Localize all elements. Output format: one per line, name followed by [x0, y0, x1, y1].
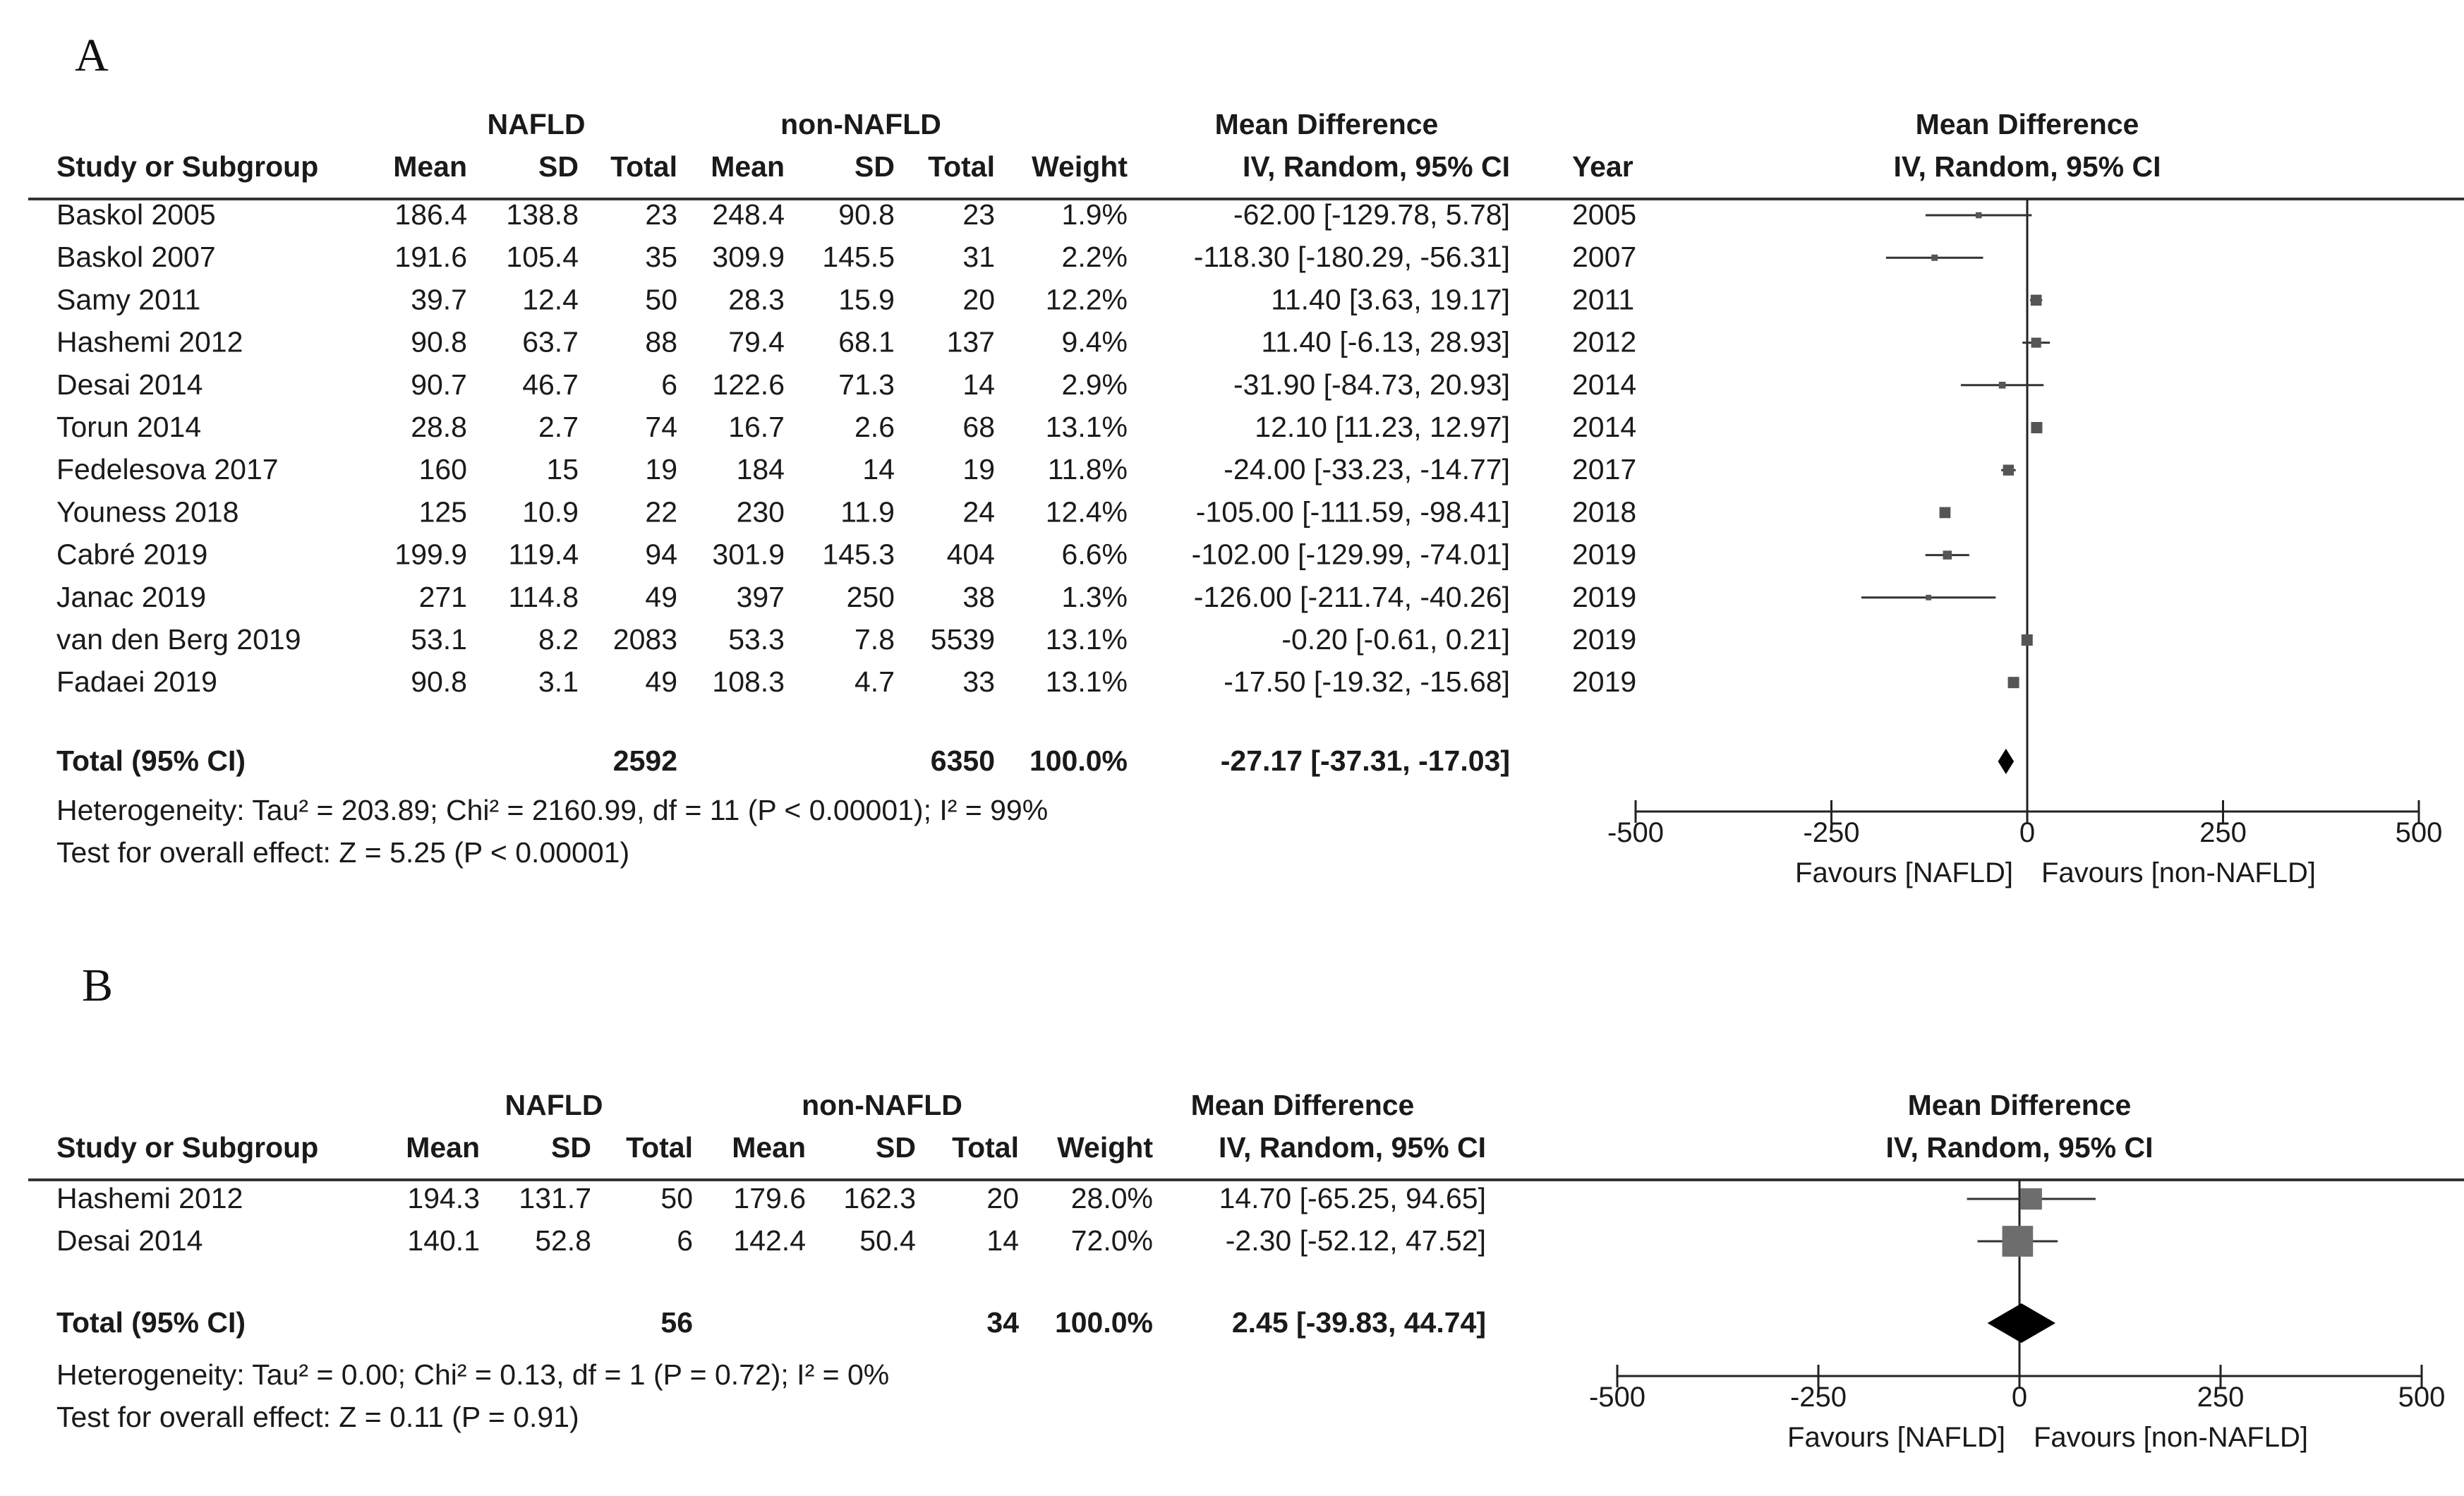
x-tick-label: 500 [2398, 1382, 2446, 1413]
study-name: Fadaei 2019 [56, 665, 217, 699]
mean1-cell: 199.9 [394, 538, 467, 571]
sd1-cell: 131.7 [519, 1182, 591, 1214]
mean2-cell: 397 [736, 580, 785, 613]
sd2-cell: 68.1 [838, 325, 895, 358]
year-cell: 2019 [1572, 538, 1637, 571]
total2-cell: 20 [986, 1182, 1019, 1214]
mean1-cell: 191.6 [394, 241, 467, 274]
weight-cell: 1.9% [1061, 198, 1128, 231]
total1-cell: 6 [677, 1224, 693, 1257]
sd2-cell: 90.8 [838, 198, 895, 231]
panel-a-favours-right: Favours [non-NAFLD] [2041, 857, 2317, 888]
total2-cell: 31 [962, 241, 995, 274]
panel-b-colhead-total2: Total [952, 1131, 1019, 1164]
sd1-cell: 3.1 [538, 665, 579, 699]
study-estimate-marker [1999, 382, 2006, 389]
mean2-cell: 16.7 [728, 411, 785, 443]
study-estimate-marker [2031, 338, 2041, 348]
total1-cell: 2083 [612, 623, 677, 656]
panel-b-colhead-study: Study or Subgroup [56, 1131, 319, 1164]
ci-cell: -105.00 [-111.59, -98.41] [1195, 495, 1510, 529]
mean1-cell: 140.1 [407, 1224, 480, 1257]
total1-cell: 94 [645, 538, 677, 571]
year-cell: 2011 [1572, 283, 1635, 316]
study-name: Samy 2011 [56, 283, 201, 316]
study-name: Desai 2014 [56, 368, 203, 401]
mean2-cell: 79.4 [728, 325, 785, 358]
panel-a-colhead-ci: IV, Random, 95% CI [1243, 150, 1510, 183]
panel-b-colhead-total1: Total [626, 1131, 693, 1164]
study-name: Janac 2019 [56, 580, 207, 613]
total1-cell: 23 [645, 198, 677, 231]
year-cell: 2014 [1572, 368, 1637, 401]
panel-a-colhead-weight: Weight [1032, 150, 1128, 183]
mean1-cell: 90.8 [411, 665, 467, 699]
sd2-cell: 50.4 [859, 1224, 916, 1257]
weight-cell: 2.2% [1061, 241, 1128, 274]
panel-a-colhead-sd2: SD [854, 150, 895, 183]
panel-b-favours-left: Favours [NAFLD] [1787, 1422, 2005, 1453]
study-name: van den Berg 2019 [56, 623, 301, 656]
total1-cell: 74 [645, 411, 677, 443]
mean2-cell: 184 [736, 453, 785, 486]
ci-cell: -62.00 [-129.78, 5.78] [1233, 198, 1510, 231]
total1-cell: 19 [645, 453, 677, 486]
panel-b-label: B [82, 960, 114, 1011]
x-tick-label: -250 [1789, 1382, 1847, 1413]
study-estimate-marker [1926, 595, 1931, 601]
panel-a-total-label: Total (95% CI) [56, 744, 246, 777]
study-estimate-marker [2003, 1226, 2034, 1257]
mean1-cell: 271 [418, 580, 467, 613]
year-cell: 2007 [1572, 241, 1637, 274]
mean2-cell: 142.4 [733, 1224, 806, 1257]
study-name: Cabré 2019 [56, 538, 208, 571]
ci-cell: 14.70 [-65.25, 94.65] [1219, 1182, 1486, 1214]
mean2-cell: 301.9 [712, 538, 785, 571]
sd1-cell: 46.7 [522, 368, 579, 401]
mean2-cell: 53.3 [728, 623, 785, 656]
sd2-cell: 7.8 [854, 623, 895, 656]
total1-cell: 22 [645, 495, 677, 529]
sd2-cell: 145.3 [822, 538, 895, 571]
weight-cell: 6.6% [1061, 538, 1128, 571]
panel-a-colhead-total2: Total [928, 150, 995, 183]
total2-cell: 5539 [930, 623, 995, 656]
total1-cell: 6 [661, 368, 677, 401]
study-name: Fedelesova 2017 [56, 453, 279, 486]
panel-a-colhead-sd1: SD [538, 150, 579, 183]
x-tick-label: -500 [1607, 817, 1665, 848]
year-cell: 2017 [1572, 453, 1637, 486]
total1-cell: 50 [645, 283, 677, 316]
ci-cell: 11.40 [3.63, 19.17] [1271, 283, 1510, 316]
panel-b-plot-title: Mean Difference [1907, 1089, 2132, 1121]
sd2-cell: 11.9 [840, 495, 895, 529]
ci-cell: -17.50 [-19.32, -15.68] [1224, 665, 1510, 699]
sd1-cell: 114.8 [508, 580, 579, 613]
year-cell: 2019 [1572, 580, 1637, 613]
panel-b-total-weight: 100.0% [1054, 1306, 1153, 1339]
panel-a-label: A [75, 30, 109, 81]
x-tick-label: 0 [2019, 817, 2036, 848]
total2-cell: 404 [946, 538, 995, 571]
x-tick-label: 500 [2395, 817, 2443, 848]
panel-b-heterogeneity: Heterogeneity: Tau² = 0.00; Chi² = 0.13, df = 1 (P = 0.72); I² = 0% [56, 1358, 890, 1391]
year-cell: 2014 [1572, 411, 1637, 443]
panel-b-colhead-sd1: SD [551, 1131, 591, 1164]
weight-cell: 13.1% [1045, 411, 1128, 443]
panel-a-total-n2: 6350 [930, 744, 995, 777]
study-name: Hashemi 2012 [56, 325, 243, 358]
total1-cell: 88 [645, 325, 677, 358]
total1-cell: 35 [645, 241, 677, 274]
sd1-cell: 10.9 [522, 495, 579, 529]
x-tick-label: 0 [2011, 1382, 2028, 1413]
panel-b-colhead-weight: Weight [1057, 1131, 1153, 1164]
panel-b-total-ci: 2.45 [-39.83, 44.74] [1231, 1306, 1486, 1339]
mean2-cell: 309.9 [712, 241, 785, 274]
mean2-cell: 122.6 [712, 368, 785, 401]
panel-a-heterogeneity: Heterogeneity: Tau² = 203.89; Chi² = 2160.99, df = 11 (P < 0.00001); I² = 99% [56, 794, 1049, 826]
study-name: Desai 2014 [56, 1224, 203, 1257]
panel-b-effect-title: Mean Difference [1190, 1089, 1415, 1121]
panel-a-favours-left: Favours [NAFLD] [1795, 857, 2013, 888]
weight-cell: 12.4% [1045, 495, 1128, 529]
panel-b-colhead-sd2: SD [876, 1131, 916, 1164]
ci-cell: -24.00 [-33.23, -14.77] [1224, 453, 1510, 486]
total1-cell: 50 [660, 1182, 693, 1214]
total2-cell: 14 [986, 1224, 1019, 1257]
total1-cell: 49 [645, 665, 677, 699]
year-cell: 2005 [1572, 198, 1637, 231]
ci-cell: -126.00 [-211.74, -40.26] [1193, 580, 1510, 613]
sd2-cell: 145.5 [822, 241, 895, 274]
weight-cell: 1.3% [1061, 580, 1128, 613]
total2-cell: 38 [962, 580, 995, 613]
weight-cell: 12.2% [1045, 283, 1128, 316]
panel-b-plot-subtitle: IV, Random, 95% CI [1885, 1131, 2154, 1164]
panel-a-colhead-study: Study or Subgroup [56, 150, 319, 183]
mean2-cell: 28.3 [728, 283, 785, 316]
total2-cell: 68 [962, 411, 995, 443]
panel-b-colhead-ci: IV, Random, 95% CI [1219, 1131, 1486, 1164]
panel-b-colhead-mean2: Mean [732, 1131, 806, 1164]
ci-cell: -102.00 [-129.99, -74.01] [1191, 538, 1510, 571]
panel-b-total-n2: 34 [986, 1306, 1019, 1339]
total2-cell: 19 [962, 453, 995, 486]
study-estimate-marker [1943, 550, 1952, 560]
weight-cell: 13.1% [1045, 623, 1128, 656]
sd2-cell: 2.6 [854, 411, 895, 443]
panel-b-total-label: Total (95% CI) [56, 1306, 246, 1339]
panel-a-overall-effect: Test for overall effect: Z = 5.25 (P < 0.00001) [56, 836, 630, 869]
study-estimate-marker [2003, 465, 2014, 476]
mean2-cell: 108.3 [712, 665, 785, 699]
panel-a-total-ci: -27.17 [-37.31, -17.03] [1220, 744, 1510, 777]
mean1-cell: 39.7 [411, 283, 467, 316]
study-name: Youness 2018 [56, 495, 239, 529]
panel-b-overall-effect: Test for overall effect: Z = 0.11 (P = 0.91) [56, 1401, 579, 1433]
weight-cell: 28.0% [1070, 1182, 1153, 1214]
study-estimate-marker [1976, 212, 1982, 219]
total2-cell: 20 [962, 283, 995, 316]
total2-cell: 14 [962, 368, 995, 401]
panel-a-colhead-total1: Total [610, 150, 677, 183]
panel-b-colhead-mean1: Mean [406, 1131, 480, 1164]
sd2-cell: 162.3 [843, 1182, 916, 1214]
study-name: Baskol 2005 [56, 198, 216, 231]
study-estimate-marker [2031, 295, 2042, 306]
sd1-cell: 63.7 [522, 325, 579, 358]
total1-cell: 49 [645, 580, 677, 613]
sd1-cell: 119.4 [508, 538, 579, 571]
sd1-cell: 52.8 [535, 1224, 591, 1257]
weight-cell: 13.1% [1045, 665, 1128, 699]
ci-cell: -31.90 [-84.73, 20.93] [1233, 368, 1510, 401]
study-estimate-marker [2021, 1188, 2042, 1210]
study-estimate-marker [2022, 634, 2033, 646]
panel-b-total-n1: 56 [660, 1306, 693, 1339]
mean1-cell: 194.3 [407, 1182, 480, 1214]
ci-cell: -2.30 [-52.12, 47.52] [1225, 1224, 1486, 1257]
panel-a-colhead-mean1: Mean [393, 150, 467, 183]
study-estimate-marker [1931, 255, 1938, 261]
sd1-cell: 105.4 [506, 241, 579, 274]
mean2-cell: 179.6 [733, 1182, 806, 1214]
sd1-cell: 2.7 [538, 411, 579, 443]
panel-a-group1-header: NAFLD [487, 108, 586, 140]
mean1-cell: 90.8 [411, 325, 467, 358]
sd2-cell: 4.7 [854, 665, 895, 699]
ci-cell: -0.20 [-0.61, 0.21] [1281, 623, 1510, 656]
total2-cell: 33 [962, 665, 995, 699]
total2-cell: 137 [946, 325, 995, 358]
ci-cell: -118.30 [-180.29, -56.31] [1193, 241, 1510, 274]
panel-a-pooled-diamond [1998, 749, 2015, 774]
sd2-cell: 71.3 [838, 368, 895, 401]
weight-cell: 9.4% [1061, 325, 1128, 358]
study-name: Hashemi 2012 [56, 1182, 243, 1214]
weight-cell: 11.8% [1047, 453, 1128, 486]
mean1-cell: 186.4 [394, 198, 467, 231]
weight-cell: 2.9% [1061, 368, 1128, 401]
x-tick-label: 250 [2199, 817, 2247, 848]
sd2-cell: 14 [862, 453, 895, 486]
study-estimate-marker [2031, 422, 2042, 433]
panel-b-pooled-diamond [1988, 1303, 2055, 1343]
sd1-cell: 8.2 [538, 623, 579, 656]
ci-cell: 12.10 [11.23, 12.97] [1255, 411, 1510, 443]
mean2-cell: 230 [736, 495, 785, 529]
panel-a-total-n1: 2592 [612, 744, 677, 777]
mean1-cell: 160 [418, 453, 467, 486]
panel-b-group1-header: NAFLD [505, 1089, 603, 1121]
panel-a-colhead-year: Year [1572, 150, 1633, 183]
x-tick-label: 250 [2197, 1382, 2245, 1413]
mean2-cell: 248.4 [712, 198, 785, 231]
sd2-cell: 15.9 [838, 283, 895, 316]
total2-cell: 23 [962, 198, 995, 231]
sd2-cell: 250 [846, 580, 895, 613]
sd1-cell: 12.4 [522, 283, 579, 316]
panel-a-plot-title: Mean Difference [1915, 108, 2139, 140]
study-estimate-marker [2008, 677, 2019, 688]
panel-a-effect-title: Mean Difference [1214, 108, 1439, 140]
mean1-cell: 125 [418, 495, 467, 529]
mean1-cell: 28.8 [411, 411, 467, 443]
x-tick-label: -500 [1588, 1382, 1646, 1413]
study-estimate-marker [1940, 507, 1951, 519]
panel-b-group2-header: non-NAFLD [802, 1089, 962, 1121]
panel-a-plot-subtitle: IV, Random, 95% CI [1893, 150, 2161, 183]
year-cell: 2012 [1572, 325, 1637, 358]
study-name: Baskol 2007 [56, 241, 216, 274]
x-tick-label: -250 [1803, 817, 1860, 848]
study-name: Torun 2014 [56, 411, 202, 443]
panel-a-colhead-mean2: Mean [711, 150, 785, 183]
panel-b-favours-right: Favours [non-NAFLD] [2034, 1422, 2309, 1453]
sd1-cell: 138.8 [506, 198, 579, 231]
ci-cell: 11.40 [-6.13, 28.93] [1261, 325, 1510, 358]
sd1-cell: 15 [546, 453, 579, 486]
total2-cell: 24 [962, 495, 995, 529]
mean1-cell: 53.1 [411, 623, 467, 656]
mean1-cell: 90.7 [411, 368, 467, 401]
year-cell: 2018 [1572, 495, 1637, 529]
year-cell: 2019 [1572, 665, 1637, 699]
panel-a-group2-header: non-NAFLD [780, 108, 941, 140]
weight-cell: 72.0% [1070, 1224, 1153, 1257]
year-cell: 2019 [1572, 623, 1637, 656]
panel-a-total-weight: 100.0% [1029, 744, 1128, 777]
